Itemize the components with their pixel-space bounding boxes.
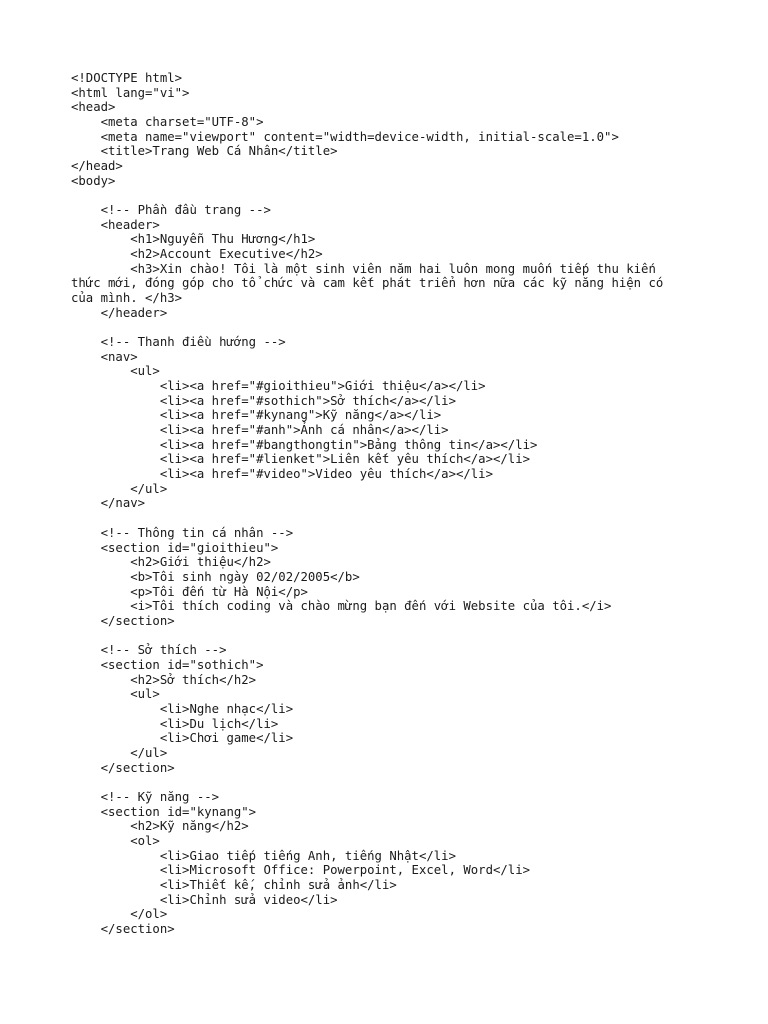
blank-line <box>71 629 691 644</box>
code-line: <header> <box>71 217 160 232</box>
code-line: <li><a href="#anh">Ảnh cá nhân</a></li> <box>71 423 449 438</box>
code-line: </ul> <box>71 481 168 496</box>
code-line: <p>Tôi đến từ Hà Nội</p> <box>71 584 308 599</box>
code-line: <li><a href="#sothich">Sở thích</a></li> <box>71 393 456 408</box>
code-line: <li><a href="#bangthongtin">Bảng thông tin</a></li> <box>71 437 538 452</box>
code-line: <nav> <box>71 349 138 364</box>
code-line: <h1>Nguyễn Thu Hương</h1> <box>71 232 316 247</box>
html-source-code <box>71 71 691 937</box>
code-line: <li><a href="#kynang">Kỹ năng</a></li> <box>71 408 442 423</box>
code-line: <ul> <box>71 364 160 379</box>
code-line: <h2>Sở thích</h2> <box>71 672 257 687</box>
code-line: <li>Chỉnh sửa video</li> <box>71 892 338 907</box>
blank-line <box>71 320 691 335</box>
code-line: của mình. </h3> <box>71 291 183 306</box>
code-line: <h2>Giới thiệu</h2> <box>71 555 271 570</box>
code-line: </head> <box>71 159 123 174</box>
code-line: <!-- Thanh điều hướng --> <box>71 335 286 350</box>
code-line: <ul> <box>71 687 160 702</box>
code-line: <h2>Kỹ năng</h2> <box>71 819 249 834</box>
code-line: <li><a href="#video">Video yêu thích</a></li> <box>71 467 493 482</box>
code-line: <body> <box>71 173 116 188</box>
code-line: <h2>Account Executive</h2> <box>71 247 323 262</box>
code-line: <meta name="viewport" content="width=device-width, initial-scale=1.0"> <box>71 129 619 144</box>
code-line: <i>Tôi thích coding và chào mừng bạn đến với Website của tôi.</i> <box>71 599 612 614</box>
blank-line <box>71 188 691 203</box>
code-line: <!-- Phần đầu trang --> <box>71 203 271 218</box>
code-line: <li>Du lịch</li> <box>71 716 279 731</box>
code-line: <title>Trang Web Cá Nhân</title> <box>71 144 338 159</box>
blank-line <box>71 511 691 526</box>
code-line: </section> <box>71 921 175 936</box>
code-line: </section> <box>71 760 175 775</box>
code-line: <li>Chơi game</li> <box>71 731 294 746</box>
blank-line <box>71 775 691 790</box>
code-line: <li><a href="#lienket">Liên kết yêu thích</a></li> <box>71 452 531 467</box>
code-line: <section id="gioithieu"> <box>71 540 279 555</box>
code-line: <li><a href="#gioithieu">Giới thiệu</a></li> <box>71 379 486 394</box>
code-line: <li>Nghe nhạc</li> <box>71 701 294 716</box>
code-line: <meta charset="UTF-8"> <box>71 115 264 130</box>
code-line: </nav> <box>71 496 146 511</box>
code-line: <h3>Xin chào! Tôi là một sinh viên năm hai luôn mong muốn tiếp thu kiến <box>71 261 656 276</box>
code-line: </ul> <box>71 745 168 760</box>
code-line: <head> <box>71 100 116 115</box>
code-line: </ol> <box>71 907 168 922</box>
code-line: <li>Giao tiếp tiếng Anh, tiếng Nhật</li> <box>71 848 456 863</box>
code-line: <section id="kynang"> <box>71 804 257 819</box>
code-line: </section> <box>71 613 175 628</box>
code-line: <!DOCTYPE html> <box>71 71 183 85</box>
code-line: thức mới, đóng góp cho tổ chức và cam kết phát triển hơn nữa các kỹ năng hiện có <box>71 276 664 291</box>
code-line: <!-- Sở thích --> <box>71 643 227 658</box>
code-line: <ol> <box>71 833 160 848</box>
code-line: <b>Tôi sinh ngày 02/02/2005</b> <box>71 569 360 584</box>
code-line: <!-- Thông tin cá nhân --> <box>71 525 294 540</box>
code-line: <section id="sothich"> <box>71 657 264 672</box>
code-line: <!-- Kỹ năng --> <box>71 789 220 804</box>
code-line: <html lang="vi"> <box>71 85 190 100</box>
code-line: <li>Thiết kế, chỉnh sửa ảnh</li> <box>71 877 397 892</box>
code-line: <li>Microsoft Office: Powerpoint, Excel, Word</li> <box>71 863 531 878</box>
code-line: </header> <box>71 305 168 320</box>
